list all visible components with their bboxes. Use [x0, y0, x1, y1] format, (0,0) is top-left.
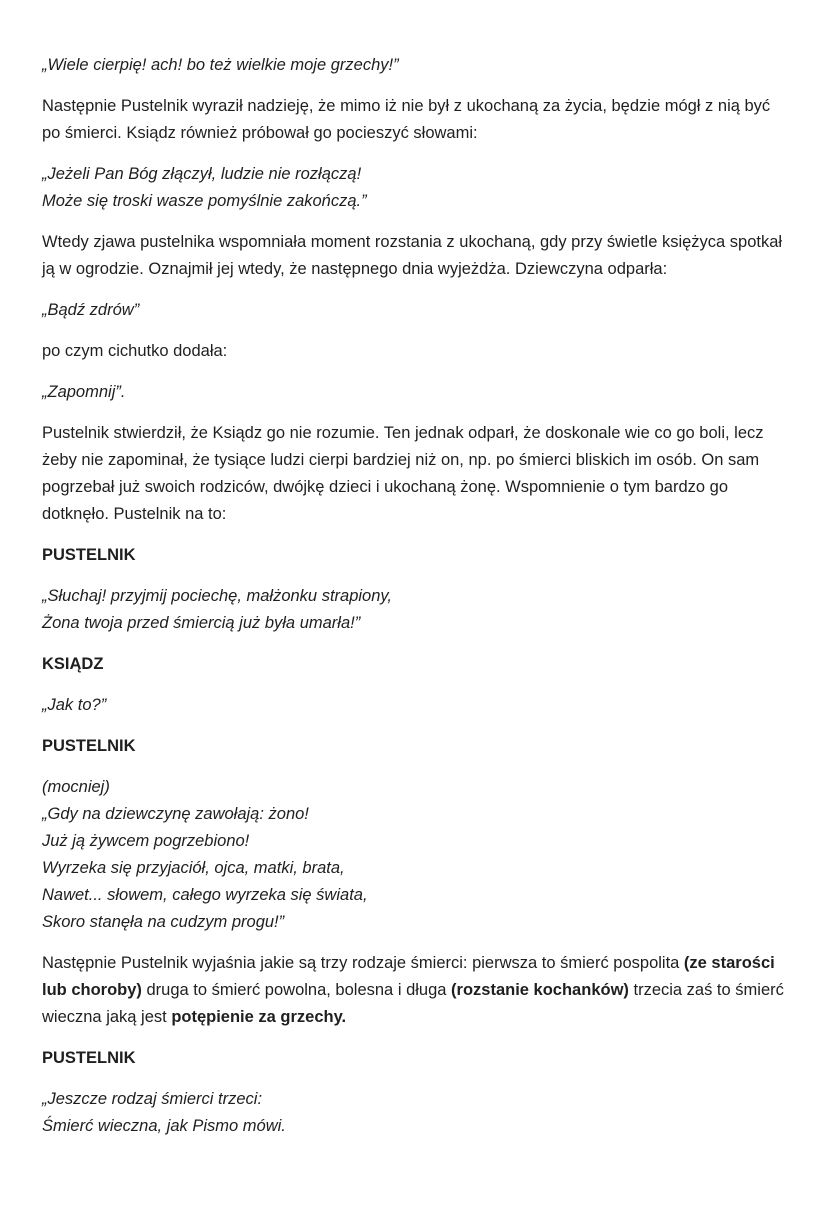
text-segment-bold: (rozstanie kochanków)	[451, 981, 629, 999]
paragraph: Następnie Pustelnik wyraził nadzieję, że mimo iż nie był z ukochaną za życia, będzie mógł z nią być po śmierci. Ksiądz również próbował go pocieszyć słowami:	[42, 97, 771, 142]
speaker-heading: KSIĄDZ	[42, 655, 104, 673]
speaker-heading: PUSTELNIK	[42, 1049, 136, 1067]
quote-line: Żona twoja przed śmiercią już była umarła!”	[42, 614, 361, 632]
quote-line: „Jeżeli Pan Bóg złączył, ludzie nie rozłączą!	[42, 165, 362, 183]
quote-block	[42, 297, 786, 324]
text-segment-bold: potępienie za grzechy.	[171, 1008, 347, 1026]
quote-block	[42, 583, 786, 637]
quote-line: (mocniej)	[42, 778, 110, 796]
text-segment-bold: (ze starości lub choroby)	[42, 954, 775, 999]
quote-line: Śmierć wieczna, jak Pismo mówi.	[42, 1117, 286, 1135]
quote-block	[42, 774, 786, 936]
quote-line: Skoro stanęła na cudzym progu!”	[42, 913, 285, 931]
text-segment: Następnie Pustelnik wyjaśnia jakie są trzy rodzaje śmierci: pierwsza to śmierć pospolita	[42, 954, 684, 972]
quote-line: „Zapomnij”.	[42, 383, 126, 401]
quote-block	[42, 379, 786, 406]
paragraph: Wtedy zjawa pustelnika wspomniała moment rozstania z ukochaną, gdy przy świetle księżyca spotkał ją w ogrodzie. Oznajmił jej wtedy, że następnego dnia wyjeżdża. Dziewczyna odparła:	[42, 233, 783, 278]
quote-line: Nawet... słowem, całego wyrzeka się świata,	[42, 886, 368, 904]
paragraph: po czym cichutko dodała:	[42, 342, 228, 360]
quote-line: „Gdy na dziewczynę zawołają: żono!	[42, 805, 309, 823]
quote-line: „Bądź zdrów”	[42, 301, 140, 319]
speaker-heading: PUSTELNIK	[42, 546, 136, 564]
quote-line: Może się troski wasze pomyślnie zakończą.”	[42, 192, 367, 210]
quote-line: „Jeszcze rodzaj śmierci trzeci:	[42, 1090, 263, 1108]
paragraph: Pustelnik stwierdził, że Ksiądz go nie rozumie. Ten jednak odparł, że doskonale wie co go boli, lecz żeby nie zapominał, że tysiące ludzi cierpi bardziej niż on, np. po śmierci bliskich im osób. On sam pogrzebał już swoich rodziców, dwójkę dzieci i ukochaną żonę. Wspomnienie o tym bardzo go dotknęło. Pustelnik na to:	[42, 424, 764, 523]
quote-block	[42, 52, 786, 79]
quote-block	[42, 161, 786, 215]
speaker-heading: PUSTELNIK	[42, 737, 136, 755]
quote-line: „Jak to?”	[42, 696, 107, 714]
quote-line: „Słuchaj! przyjmij pociechę, małżonku strapiony,	[42, 587, 393, 605]
quote-line: „Wiele cierpię! ach! bo też wielkie moje grzechy!”	[42, 56, 399, 74]
quote-line: Już ją żywcem pogrzebiono!	[42, 832, 250, 850]
quote-block	[42, 1086, 786, 1140]
paragraph-with-bold	[42, 950, 786, 1031]
text-segment: trzecia zaś to śmierć wieczna jaką jest	[42, 981, 784, 1026]
text-segment: druga to śmierć powolna, bolesna i długa	[141, 981, 452, 999]
quote-line: Wyrzeka się przyjaciół, ojca, matki, brata,	[42, 859, 345, 877]
quote-block	[42, 692, 786, 719]
